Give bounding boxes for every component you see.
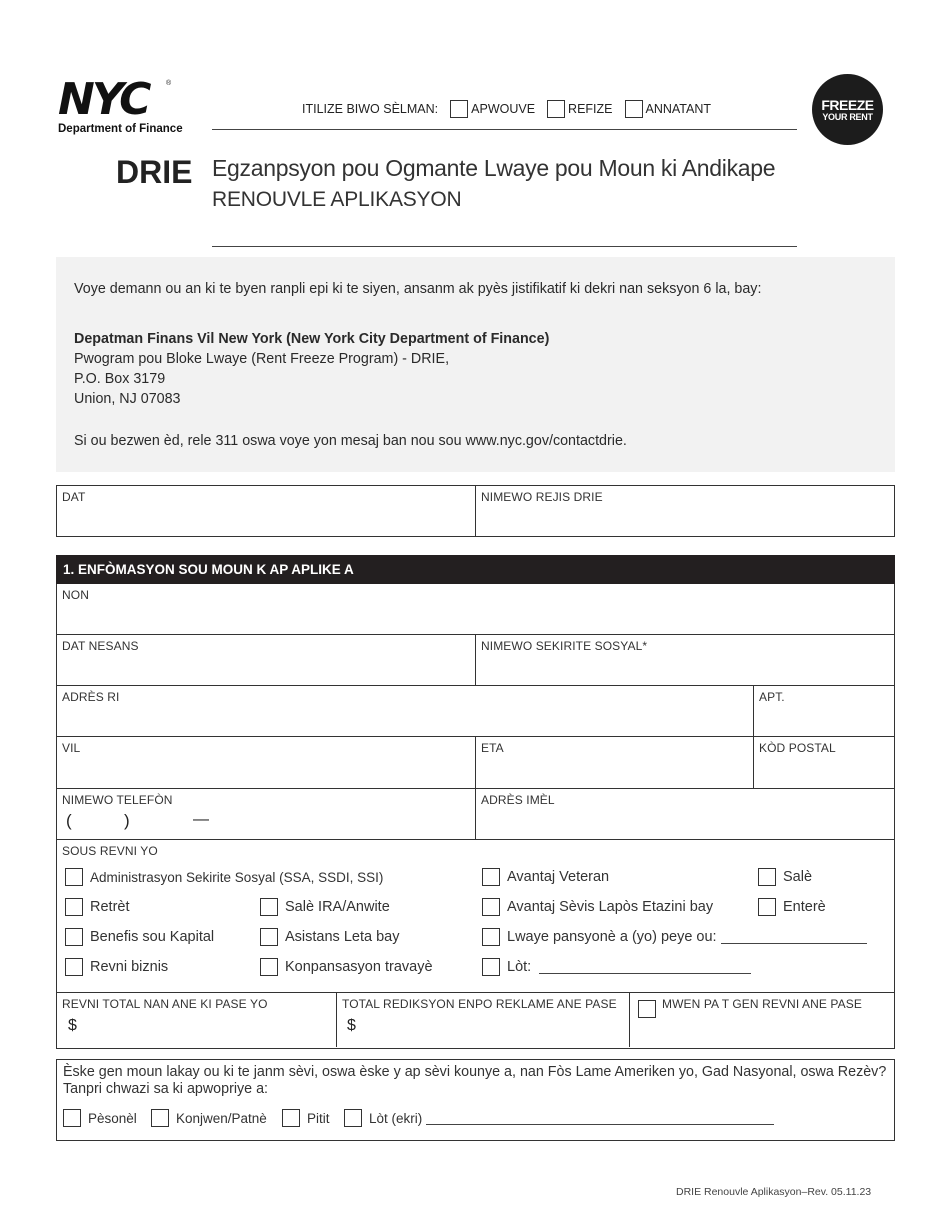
apt-field[interactable] [753, 686, 894, 737]
office-approved-label: APWOUVE [471, 102, 536, 116]
income-salary-label: Salè [783, 869, 813, 885]
income-ira-checkbox[interactable] [260, 898, 278, 916]
income-ira-option[interactable] [260, 898, 390, 916]
registration-number-label: NIMEWO REJIS DRIE [481, 490, 603, 504]
military-self-option[interactable] [63, 1109, 137, 1127]
income-veteran-label: Avantaj Veteran [507, 869, 610, 885]
dob-label: DAT NESANS [62, 639, 139, 653]
title-divider [212, 246, 797, 247]
office-pending-checkbox[interactable] [625, 100, 643, 118]
department-name: Department of Finance [58, 123, 183, 135]
phone-field[interactable] [57, 789, 475, 840]
income-retirement-checkbox[interactable] [65, 898, 83, 916]
income-pension-checkbox[interactable] [482, 928, 500, 946]
form-title: Egzanpsyon pou Ogmante Lwaye pou Moun ki Andikape [212, 155, 776, 181]
income-interest-option[interactable] [758, 898, 826, 916]
dob-field[interactable] [57, 635, 475, 686]
income-retirement-label: Retrèt [90, 899, 130, 915]
ssn-label: NIMEWO SEKIRITE SOSYAL* [481, 639, 648, 653]
income-ssa-option[interactable] [65, 868, 383, 886]
section1-heading: 1. ENFÒMASYON SOU MOUN K AP APLIKE A [56, 555, 895, 584]
income-sources-section [57, 840, 894, 993]
contact-info: Si ou bezwen èd, rele 311 oswa voye yon mesaj ban nou sou www.nyc.gov/contactdrie. [74, 433, 627, 449]
income-ssa-label: Administrasyon Sekirite Sosyal (SSA, SSDI, SSI) [90, 869, 384, 885]
apt-label: APT. [759, 690, 785, 704]
instructions-intro: Voye demann ou an ki te byen ranpli epi ki te siyen, ansanm ak pyès jistifikatif ki dekri nan seksyon 6 la, bay: [74, 281, 762, 297]
income-other-label: Lòt: [507, 959, 532, 975]
military-question: Èske gen moun lakay ou ki te janm sèvi, oswa èske y ap sèvi kounye a, nan Fòs Lame Ameriken yo, Gad Nasyonal, oswa Rezèv? Tanpri chwazi sa ki apwopriye a: [63, 1064, 887, 1097]
military-other-checkbox[interactable] [344, 1109, 362, 1127]
income-capital-label: Benefis sou Kapital [90, 929, 215, 945]
badge-line2: YOUR RENT [822, 111, 873, 122]
instructions-box [56, 257, 895, 472]
street-address-label: ADRÈS RI [62, 690, 120, 704]
income-pension-option[interactable] [482, 928, 867, 946]
office-approved-option[interactable] [450, 100, 535, 118]
mailing-address-line2: P.O. Box 3179 [74, 371, 166, 387]
office-use-label: ITILIZE BIWO SÈLMAN: [302, 102, 439, 116]
income-salary-option[interactable] [758, 868, 812, 886]
nyc-logo [58, 74, 203, 135]
income-veteran-checkbox[interactable] [482, 868, 500, 886]
email-label: ADRÈS IMÈL [481, 793, 555, 807]
military-child-option[interactable] [282, 1109, 330, 1127]
income-interest-label: Enterè [783, 899, 826, 915]
office-use-row [302, 100, 711, 118]
military-self-checkbox[interactable] [63, 1109, 81, 1127]
nyc-wordmark: NYC [58, 74, 149, 125]
office-denied-label: REFIZE [568, 102, 613, 116]
income-ssa-checkbox[interactable] [65, 868, 83, 886]
income-pension-line[interactable] [721, 930, 867, 944]
income-workers-comp-option[interactable] [260, 958, 433, 976]
income-retirement-option[interactable] [65, 898, 130, 916]
office-pending-label: ANNATANT [645, 102, 712, 116]
form-subtitle: RENOUVLE APLIKASYON [212, 188, 462, 211]
state-field[interactable] [475, 737, 753, 789]
street-address-field[interactable] [57, 686, 753, 737]
income-veteran-option[interactable] [482, 868, 609, 886]
no-income-option[interactable] [629, 993, 894, 1047]
military-child-label: Pitit [307, 1110, 330, 1126]
income-workers-comp-checkbox[interactable] [260, 958, 278, 976]
office-denied-checkbox[interactable] [547, 100, 565, 118]
phone-label: NIMEWO TELEFÒN [62, 793, 173, 807]
military-spouse-label: Konjwen/Patnè [176, 1110, 267, 1126]
city-label: VIL [62, 741, 81, 755]
city-field[interactable] [57, 737, 475, 789]
phone-close-paren: ) [124, 811, 130, 830]
income-business-option[interactable] [65, 958, 168, 976]
military-spouse-option[interactable] [151, 1109, 267, 1127]
income-business-label: Revni biznis [90, 959, 169, 975]
income-capital-checkbox[interactable] [65, 928, 83, 946]
name-label: NON [62, 588, 89, 602]
total-income-field[interactable] [57, 993, 336, 1047]
income-capital-option[interactable] [65, 928, 214, 946]
tax-deductions-currency: $ [347, 1017, 356, 1034]
no-income-label: MWEN PA T GEN REVNI ANE PASE [662, 997, 862, 1011]
email-field[interactable] [475, 789, 894, 840]
income-peace-corps-label: Avantaj Sèvis Lapòs Etazini bay [507, 899, 714, 915]
mailing-address-name: Depatman Finans Vil New York (New York City Department of Finance) [74, 331, 550, 347]
income-pension-label: Lwaye pansyonè a (yo) peye ou: [507, 929, 717, 945]
name-field[interactable] [57, 584, 894, 635]
income-interest-checkbox[interactable] [758, 898, 776, 916]
mailing-address-line1: Pwogram pou Bloke Lwaye (Rent Freeze Program) - DRIE, [74, 351, 450, 367]
date-field[interactable] [57, 486, 475, 536]
state-label: ETA [481, 741, 504, 755]
no-income-checkbox[interactable] [638, 1000, 656, 1018]
mailing-address-line3: Union, NJ 07083 [74, 391, 181, 407]
income-assistance-label: Asistans Leta bay [285, 929, 400, 945]
income-business-checkbox[interactable] [65, 958, 83, 976]
total-income-currency: $ [68, 1017, 77, 1034]
military-child-checkbox[interactable] [282, 1109, 300, 1127]
zip-field[interactable] [753, 737, 894, 789]
zip-label: KÒD POSTAL [759, 741, 836, 755]
military-other-label: Lòt (ekri) [369, 1110, 423, 1126]
header-divider [212, 129, 797, 130]
total-income-label: REVNI TOTAL NAN ANE KI PASE YO [62, 997, 268, 1011]
income-other-line[interactable] [539, 960, 751, 974]
income-sources-label: SOUS REVNI YO [62, 844, 158, 858]
registration-number-field[interactable] [475, 486, 894, 536]
income-ira-label: Salè IRA/Anwite [285, 899, 390, 915]
phone-open-paren: ( [66, 811, 72, 830]
office-pending-option[interactable] [625, 100, 712, 118]
office-approved-checkbox[interactable] [450, 100, 468, 118]
registered-mark: ® [166, 80, 172, 87]
military-self-label: Pèsonèl [88, 1110, 137, 1126]
income-other-checkbox[interactable] [482, 958, 500, 976]
date-label: DAT [62, 490, 86, 504]
military-other-line[interactable] [426, 1111, 774, 1125]
ssn-field[interactable] [475, 635, 894, 686]
phone-dash: — [193, 811, 209, 828]
military-spouse-checkbox[interactable] [151, 1109, 169, 1127]
office-denied-option[interactable] [547, 100, 612, 118]
income-peace-corps-option[interactable] [482, 898, 713, 916]
date-registration-box [56, 485, 895, 537]
income-other-option[interactable] [482, 958, 751, 976]
income-peace-corps-checkbox[interactable] [482, 898, 500, 916]
military-other-option[interactable] [344, 1109, 774, 1127]
income-assistance-checkbox[interactable] [260, 928, 278, 946]
applicant-info-box [56, 584, 895, 1049]
tax-deductions-label: TOTAL REDIKSYON ENPO REKLAME ANE PASE [342, 997, 617, 1011]
badge-line1: FREEZE [821, 96, 874, 113]
revision-footer: DRIE Renouvle Aplikasyon–Rev. 05.11.23 [676, 1186, 872, 1198]
tax-deductions-field[interactable] [336, 993, 629, 1047]
income-workers-comp-label: Konpansasyon travayè [285, 959, 433, 975]
military-service-box [56, 1059, 895, 1141]
freeze-your-rent-badge [812, 74, 883, 145]
income-salary-checkbox[interactable] [758, 868, 776, 886]
program-code: DRIE [116, 154, 193, 190]
income-assistance-option[interactable] [260, 928, 399, 946]
